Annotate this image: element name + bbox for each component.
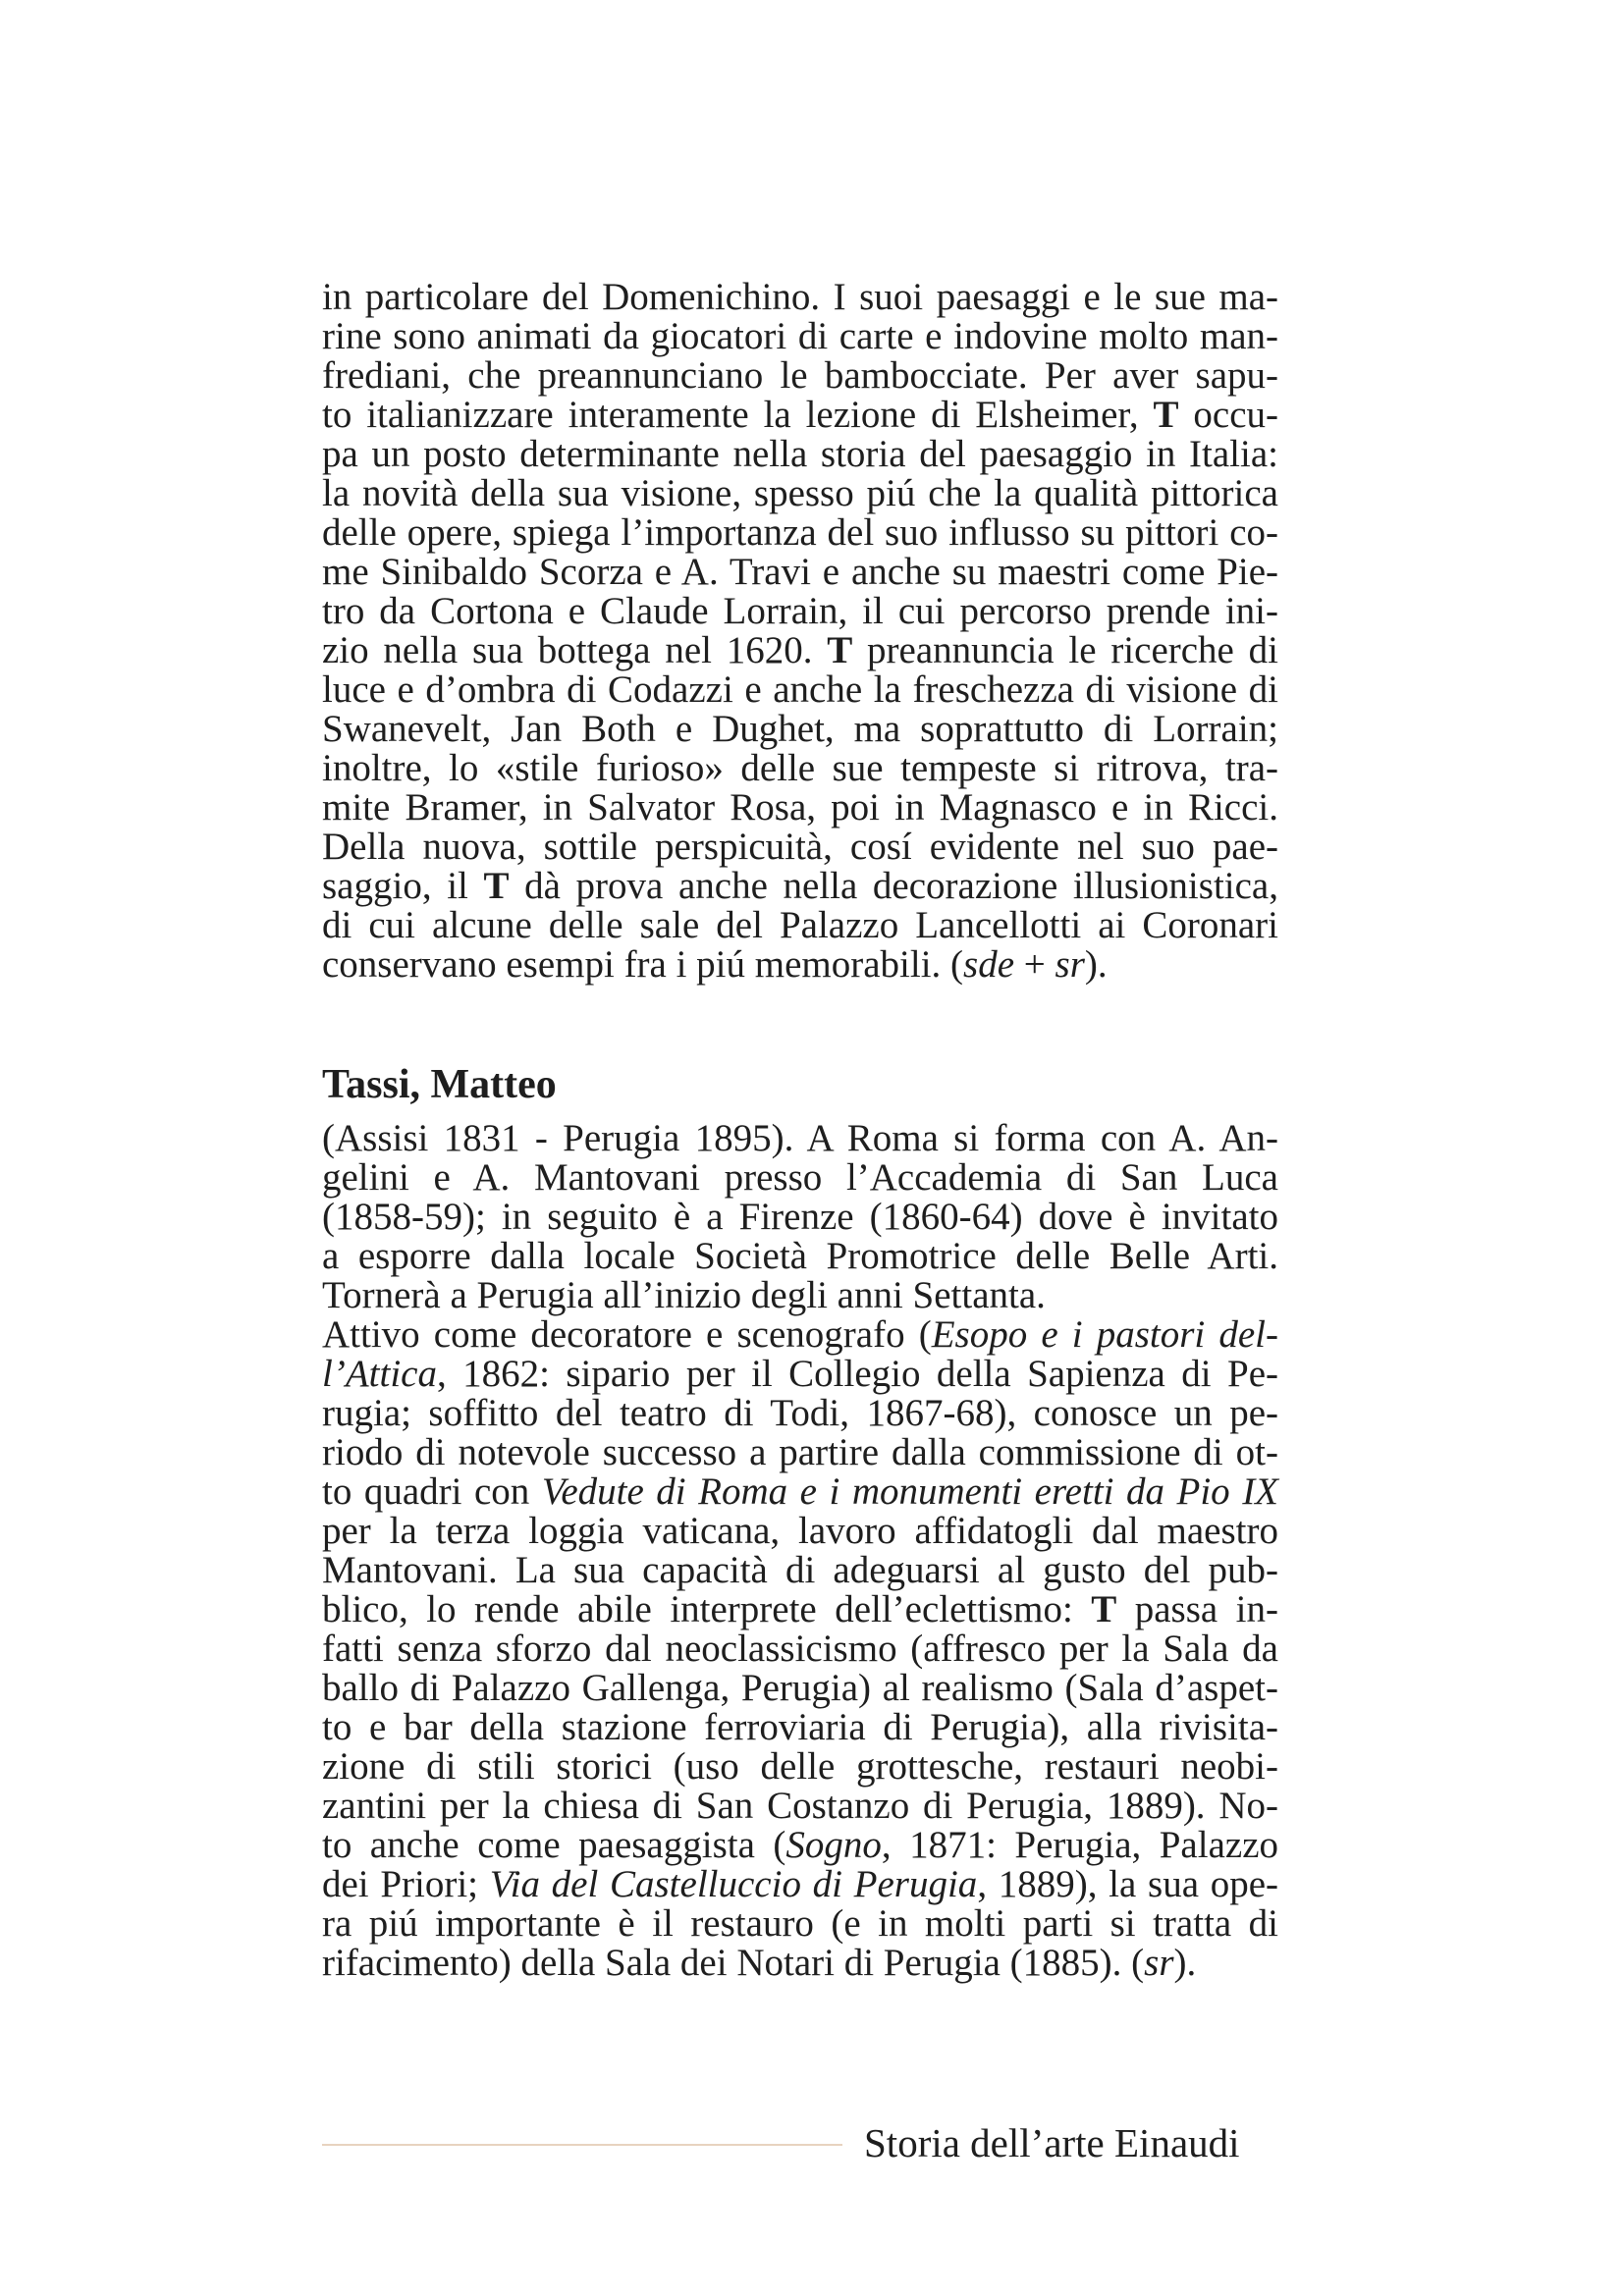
text-run: rugia; soffitto del teatro di Todi, 1867-68), conosce un pe- <box>322 1392 1278 1434</box>
text-run: saggio, il <box>322 865 484 907</box>
text-run: Attivo come decoratore e scenografo ( <box>322 1313 932 1356</box>
text-run: to anche come paesaggista ( <box>322 1824 786 1866</box>
italic-text: Sogno <box>785 1824 882 1866</box>
text-line <box>322 513 1278 553</box>
text-line <box>322 1512 1278 1551</box>
text-line <box>322 867 1278 906</box>
text-run: Della nuova, sottile perspicuità, cosí evidente nel suo pae- <box>322 826 1278 868</box>
text-run: , 1862: sipario per il Collegio della Sapienza di Pe- <box>436 1353 1278 1395</box>
footer-publisher: Storia dell’arte Einaudi <box>864 2120 1240 2165</box>
text-run: di cui alcune delle sale del Palazzo Lancellotti ai Coronari <box>322 904 1278 946</box>
italic-text: sde <box>963 943 1015 986</box>
text-line <box>322 828 1278 867</box>
text-run: ra piú importante è il restauro (e in molti parti si tratta di <box>322 1902 1278 1945</box>
entry-heading: Tassi, Matteo <box>322 1062 557 1107</box>
text-line <box>322 474 1278 513</box>
text-line <box>322 1747 1278 1787</box>
text-line <box>322 1826 1278 1865</box>
text-line <box>322 278 1278 317</box>
text-line <box>322 710 1278 749</box>
text-line <box>322 1355 1278 1394</box>
text-run: Tornerà a Perugia all’inizio degli anni Settanta. <box>322 1274 1046 1316</box>
text-line <box>322 788 1278 828</box>
text-run: (Assisi 1831 - Perugia 1895). A Roma si forma con A. An- <box>322 1117 1278 1159</box>
text-line <box>322 1787 1278 1826</box>
text-run: rifacimento) della Sala dei Notari di Perugia (1885). ( <box>322 1942 1145 1984</box>
italic-text: Vedute di Roma e i monumenti eretti da Pio IX <box>541 1470 1279 1513</box>
text-line <box>322 1198 1278 1237</box>
text-run: dà prova anche nella decorazione illusionistica, <box>509 865 1278 907</box>
bold-abbreviation: T <box>827 629 853 671</box>
bold-abbreviation: T <box>483 865 510 907</box>
text-line <box>322 749 1278 788</box>
text-run: , 1871: Perugia, Palazzo <box>881 1824 1278 1866</box>
text-run: conservano esempi fra i piú memorabili. ( <box>322 943 964 986</box>
text-run: occu- <box>1178 394 1278 436</box>
text-line <box>322 553 1278 592</box>
text-run: fatti senza sforzo dal neoclassicismo (affresco per la Sala da <box>322 1628 1278 1670</box>
text-line <box>322 396 1278 435</box>
text-run: zantini per la chiesa di San Costanzo di Perugia, 1889). No- <box>322 1785 1278 1827</box>
italic-text: Esopo e i pastori del- <box>931 1313 1278 1356</box>
text-run: a esporre dalla locale Società Promotrice delle Belle Arti. <box>322 1235 1278 1277</box>
entry-body <box>322 1119 1278 1983</box>
text-run: inoltre, lo «stile furioso» delle sue tempeste si ritrova, tra- <box>322 747 1278 789</box>
text-run: ). <box>1084 943 1108 986</box>
text-line <box>322 356 1278 396</box>
text-line <box>322 631 1278 670</box>
text-run: ballo di Palazzo Gallenga, Perugia) al realismo (Sala d’aspet- <box>322 1667 1278 1709</box>
text-run: frediani, che preannunciano le bambocciate. Per aver sapu- <box>322 354 1278 397</box>
text-run: + <box>1014 943 1055 986</box>
text-line <box>322 906 1278 945</box>
text-run: dei Priori; <box>322 1863 490 1905</box>
text-run: (1858-59); in seguito è a Firenze (1860-64) dove è invitato <box>322 1196 1278 1238</box>
text-run: tro da Cortona e Claude Lorrain, il cui percorso prende ini- <box>322 590 1278 632</box>
text-line <box>322 1944 1278 1983</box>
text-line <box>322 1394 1278 1433</box>
text-run: Swanevelt, Jan Both e Dughet, ma soprattutto di Lorrain; <box>322 708 1278 750</box>
text-line <box>322 435 1278 474</box>
text-run: zione di stili storici (uso delle grottesche, restauri neobi- <box>322 1745 1278 1788</box>
text-run: delle opere, spiega l’importanza del suo influsso su pittori co- <box>322 511 1278 554</box>
footer-rule <box>322 2144 842 2146</box>
text-line <box>322 1237 1278 1276</box>
text-line <box>322 1629 1278 1669</box>
text-line <box>322 1433 1278 1472</box>
text-line <box>322 1158 1278 1198</box>
text-line <box>322 1551 1278 1590</box>
text-line <box>322 670 1278 710</box>
text-run: preannuncia le ricerche di <box>852 629 1278 671</box>
text-run: me Sinibaldo Scorza e A. Travi e anche su maestri come Pie- <box>322 551 1278 593</box>
text-line <box>322 1472 1278 1512</box>
text-run: per la terza loggia vaticana, lavoro affidatogli dal maestro <box>322 1510 1278 1552</box>
text-line <box>322 1119 1278 1158</box>
text-line <box>322 1865 1278 1904</box>
text-run: rine sono animati da giocatori di carte e indovine molto man- <box>322 315 1278 357</box>
text-run: to quadri con <box>322 1470 542 1513</box>
bold-abbreviation: T <box>1153 394 1179 436</box>
text-line <box>322 592 1278 631</box>
text-line <box>322 1315 1278 1355</box>
text-line <box>322 1708 1278 1747</box>
italic-text: sr <box>1144 1942 1174 1984</box>
text-run: pa un posto determinante nella storia del paesaggio in Italia: <box>322 433 1278 475</box>
italic-text: Via del Castelluccio di Perugia <box>489 1863 978 1905</box>
italic-text: l’Attica <box>322 1353 437 1395</box>
text-run: la novità della sua visione, spesso piú che la qualità pittorica <box>322 472 1278 514</box>
text-run: blico, lo rende abile interprete dell’eclettismo: <box>322 1588 1092 1630</box>
text-run: gelini e A. Mantovani presso l’Accademia di San Luca <box>322 1156 1278 1199</box>
text-line <box>322 1669 1278 1708</box>
text-line <box>322 1590 1278 1629</box>
italic-text: sr <box>1055 943 1085 986</box>
text-line <box>322 945 1278 985</box>
text-run: in particolare del Domenichino. I suoi paesaggi e le sue ma- <box>322 276 1278 318</box>
text-line <box>322 1276 1278 1315</box>
text-run: Mantovani. La sua capacità di adeguarsi al gusto del pub- <box>322 1549 1278 1591</box>
text-line <box>322 317 1278 356</box>
entry-continuation <box>322 278 1278 985</box>
text-run: , 1889), la sua ope- <box>977 1863 1278 1905</box>
text-run: zio nella sua bottega nel 1620. <box>322 629 828 671</box>
text-run: to e bar della stazione ferroviaria di Perugia), alla rivisita- <box>322 1706 1278 1748</box>
text-run: ). <box>1173 1942 1197 1984</box>
text-run: passa in- <box>1116 1588 1278 1630</box>
bold-abbreviation: T <box>1091 1588 1117 1630</box>
text-run: riodo di notevole successo a partire dalla commissione di ot- <box>322 1431 1278 1473</box>
text-run: to italianizzare interamente la lezione di Elsheimer, <box>322 394 1154 436</box>
text-run: mite Bramer, in Salvator Rosa, poi in Magnasco e in Ricci. <box>322 786 1278 828</box>
text-run: luce e d’ombra di Codazzi e anche la freschezza di visione di <box>322 668 1278 711</box>
text-line <box>322 1904 1278 1944</box>
